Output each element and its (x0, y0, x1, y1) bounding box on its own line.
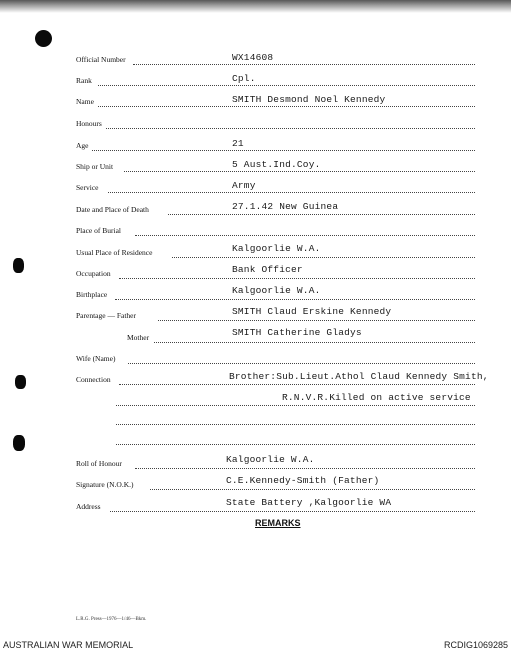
dotted-line (119, 278, 475, 279)
field-value: Kalgoorlie W.A. (232, 243, 321, 254)
dotted-line (135, 235, 475, 236)
binder-mark (13, 258, 24, 273)
dotted-line (158, 320, 475, 321)
field-value: Brother:Sub.Lieut.Athol Claud Kennedy Smith, (229, 371, 489, 382)
field-label: Occupation (76, 269, 111, 278)
remarks-heading: REMARKS (255, 518, 301, 528)
dotted-line (150, 489, 475, 490)
field-value: C.E.Kennedy-Smith (Father) (226, 475, 380, 486)
field-value: Army (232, 180, 256, 191)
field-label: Mother (127, 333, 150, 342)
dotted-line (124, 171, 475, 172)
field-label: Name (76, 97, 94, 106)
field-label: Birthplace (76, 290, 108, 299)
field-label: Signature (N.O.K.) (76, 480, 134, 489)
dotted-line (92, 150, 475, 151)
field-label: Rank (76, 76, 92, 85)
field-label: Wife (Name) (76, 354, 116, 363)
field-value: Kalgoorlie W.A. (232, 285, 321, 296)
field-label: Ship or Unit (76, 162, 114, 171)
field-label: Service (76, 183, 99, 192)
binder-mark (13, 435, 25, 451)
dotted-line (98, 106, 475, 107)
dotted-line (128, 363, 475, 364)
binder-mark (15, 375, 26, 389)
field-value: Cpl. (232, 73, 256, 84)
field-label: Date and Place of Death (76, 205, 149, 214)
field-value: 5 Aust.Ind.Coy. (232, 159, 321, 170)
scan-top-edge (0, 0, 511, 13)
footer-record-id: RCDIG1069285 (443, 640, 508, 650)
footer-institution: AUSTRALIAN WAR MEMORIAL (3, 640, 134, 650)
field-label: Usual Place of Residence (76, 248, 153, 257)
dotted-line (116, 444, 475, 445)
dotted-line (110, 511, 475, 512)
punch-hole (35, 30, 52, 47)
field-label: Place of Burial (76, 226, 121, 235)
dotted-line (108, 192, 475, 193)
dotted-line (116, 424, 475, 425)
dotted-line (116, 405, 475, 406)
field-value: SMITH Desmond Noel Kennedy (232, 94, 386, 105)
dotted-line (115, 299, 475, 300)
dotted-line (154, 342, 475, 343)
field-value: 21 (232, 138, 244, 149)
dotted-line (168, 214, 475, 215)
field-value: SMITH Claud Erskine Kennedy (232, 306, 392, 317)
field-label: Age (76, 141, 89, 150)
dotted-line (98, 85, 475, 86)
printer-mark: L.R.G. Press—1976—1/46—Bkm. (76, 617, 147, 622)
dotted-line (135, 468, 475, 469)
dotted-line (119, 384, 475, 385)
dotted-line (106, 128, 475, 129)
field-label: Honours (76, 119, 102, 128)
field-value: Kalgoorlie W.A. (226, 454, 315, 465)
field-label: Official Number (76, 55, 126, 64)
field-value: SMITH Catherine Gladys (232, 327, 362, 338)
field-value: 27.1.42 New Guinea (232, 201, 339, 212)
field-label: Parentage — Father (76, 311, 136, 320)
dotted-line (133, 64, 475, 65)
field-value: R.N.V.R.Killed on active service (282, 392, 471, 403)
dotted-line (172, 257, 475, 258)
field-label: Roll of Honour (76, 459, 122, 468)
field-value: State Battery ,Kalgoorlie WA (226, 497, 392, 508)
field-value: WX14608 (232, 52, 274, 63)
field-value: Bank Officer (232, 264, 303, 275)
field-label: Connection (76, 375, 111, 384)
field-label: Address (76, 502, 101, 511)
